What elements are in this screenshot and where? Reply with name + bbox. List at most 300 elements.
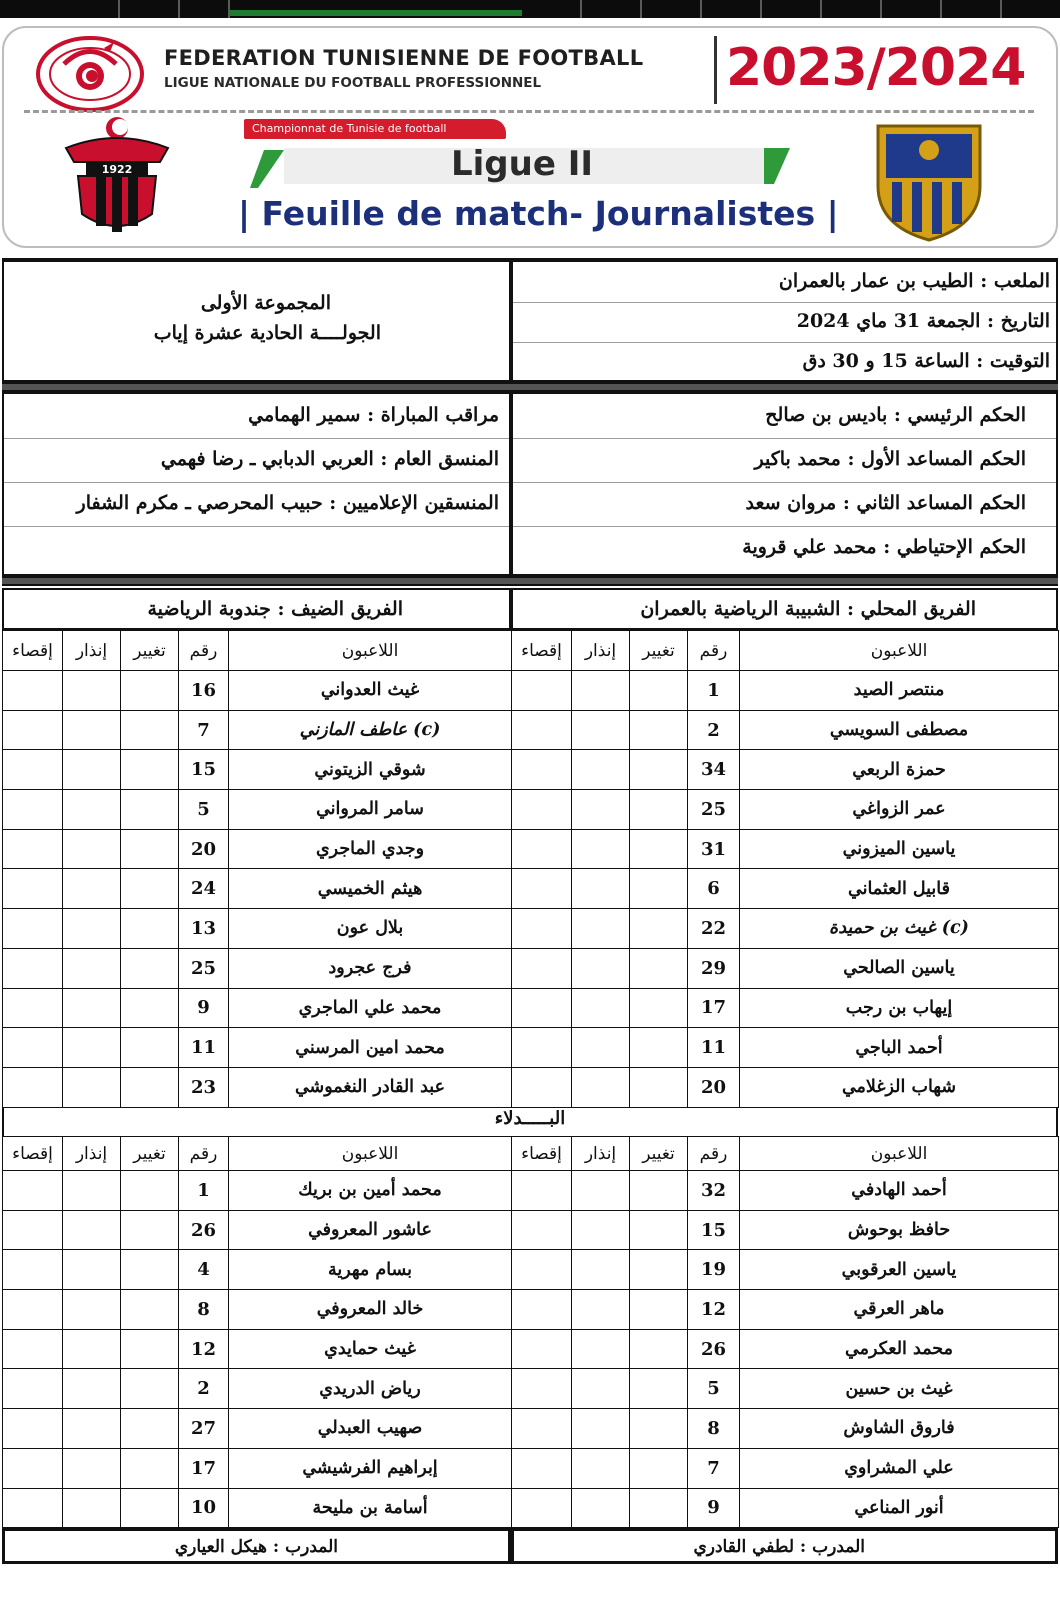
player-number: 6: [688, 869, 740, 909]
sub-cell: [121, 829, 179, 869]
expulsion-cell: [512, 1409, 572, 1449]
player-number: 8: [179, 1290, 229, 1330]
expulsion-cell: [3, 790, 63, 830]
warning-cell: [63, 1290, 121, 1330]
player-name: عاشور المعروفي: [229, 1210, 512, 1250]
player-name: محمد العكرمي: [740, 1329, 1059, 1369]
group-label: المجموعة الأولى: [200, 292, 331, 314]
warning-cell: [572, 1369, 630, 1409]
col-warning: إنذار: [572, 631, 630, 671]
table-row: [512, 1067, 1059, 1107]
expulsion-cell: [512, 829, 572, 869]
strip-segment: [180, 0, 230, 18]
player-name: ياسين العرقوبي: [740, 1250, 1059, 1290]
thick-separator: [2, 576, 1058, 586]
player-name: غيث بن حسين: [740, 1369, 1059, 1409]
table-row: [3, 671, 512, 711]
sub-cell: [121, 1067, 179, 1107]
player-number: 19: [688, 1250, 740, 1290]
sub-cell: [121, 790, 179, 830]
sub-cell: [121, 1028, 179, 1068]
player-name: رياض الدريدي: [229, 1369, 512, 1409]
time-label: التوقيت : الساعة 15 و 30 دق: [802, 350, 1050, 372]
col-players: اللاعبون: [740, 631, 1059, 671]
warning-cell: [572, 1448, 630, 1488]
col-players: اللاعبون: [229, 1137, 512, 1171]
sub-cell: [121, 909, 179, 949]
table-row: [3, 1250, 512, 1290]
player-number: 25: [688, 790, 740, 830]
player-number: 1: [688, 671, 740, 711]
col-sub: تغيير: [630, 1137, 688, 1171]
player-number: 1: [179, 1171, 229, 1211]
table-row: [512, 1488, 1059, 1528]
subs-title: البـــــدلاء: [494, 1108, 566, 1129]
strip-progress: [230, 10, 522, 16]
player-name: عبد القادر النغموشي: [229, 1067, 512, 1107]
player-name: أحمد الهادفي: [740, 1171, 1059, 1211]
top-strip: [0, 0, 1060, 18]
player-name: أحمد الباجي: [740, 1028, 1059, 1068]
warning-cell: [572, 1171, 630, 1211]
federation-subtitle: LIGUE NATIONALE DU FOOTBALL PROFESSIONNEL: [164, 75, 542, 91]
player-number: 34: [688, 750, 740, 790]
table-row: [3, 1067, 512, 1107]
strip-segment: [582, 0, 642, 18]
warning-cell: [63, 1409, 121, 1449]
sub-cell: [121, 750, 179, 790]
sub-cell: [630, 988, 688, 1028]
warning-cell: [63, 790, 121, 830]
expulsion-cell: [3, 1290, 63, 1330]
table-row: [3, 1290, 512, 1330]
player-name: أسامة بن مليحة: [229, 1488, 512, 1528]
supervisor-label: مراقب المباراة : سمير الهمامي: [248, 404, 499, 426]
col-players: اللاعبون: [740, 1137, 1059, 1171]
player-name: حافظ بوحوش: [740, 1210, 1059, 1250]
player-name: قابيل العثماني: [740, 869, 1059, 909]
league-title: Ligue II: [450, 144, 594, 184]
player-name: محمد امين المرسني: [229, 1028, 512, 1068]
officials-right-box: [511, 392, 1058, 576]
player-name: سامر المرواني: [229, 790, 512, 830]
expulsion-cell: [512, 1250, 572, 1290]
player-number: 26: [179, 1210, 229, 1250]
player-number: 9: [688, 1488, 740, 1528]
table-row: [3, 869, 512, 909]
warning-cell: [63, 1329, 121, 1369]
expulsion-cell: [3, 1250, 63, 1290]
col-expulsion: إقصاء: [3, 631, 63, 671]
table-row: [3, 710, 512, 750]
expulsion-cell: [3, 1171, 63, 1211]
player-number: 8: [688, 1409, 740, 1449]
away-coach-label: المدرب : هيكل العياري: [174, 1537, 338, 1557]
warning-cell: [572, 1028, 630, 1068]
player-name: خالد المعروفي: [229, 1290, 512, 1330]
media-coordinators-label: المنسقين الإعلاميين : حبيب المحرصي ـ مكرم الشفار: [76, 492, 499, 514]
strip-segment: [822, 0, 882, 18]
row-divider: [513, 526, 1056, 527]
col-warning: إنذار: [63, 631, 121, 671]
table-row: [3, 1488, 512, 1528]
player-name: علي المشراوي: [740, 1448, 1059, 1488]
strip-segment: [120, 0, 180, 18]
home-coach-box: [511, 1528, 1058, 1564]
table-row: [512, 1171, 1059, 1211]
row-divider: [513, 438, 1056, 439]
col-number: رقم: [179, 1137, 229, 1171]
strip-segment: [522, 0, 582, 18]
warning-cell: [572, 1329, 630, 1369]
federation-logo: [34, 34, 146, 114]
expulsion-cell: [3, 1028, 63, 1068]
expulsion-cell: [512, 988, 572, 1028]
sub-cell: [630, 750, 688, 790]
strip-segment: [60, 0, 120, 18]
table-row: [3, 948, 512, 988]
table-row: [512, 869, 1059, 909]
player-number: 20: [179, 829, 229, 869]
player-number: 27: [179, 1409, 229, 1449]
table-row: [3, 1028, 512, 1068]
player-number: 15: [179, 750, 229, 790]
player-number: 17: [688, 988, 740, 1028]
warning-cell: [63, 829, 121, 869]
player-number: 7: [688, 1448, 740, 1488]
sub-cell: [630, 1250, 688, 1290]
sub-cell: [630, 790, 688, 830]
sub-cell: [121, 1369, 179, 1409]
officials-left-box: [2, 392, 511, 576]
player-number: 2: [688, 710, 740, 750]
home-starters-table: [511, 630, 1059, 1108]
subs-title-bar: [2, 1108, 1058, 1136]
table-header-row: [3, 631, 512, 671]
player-name: بسام مهرية: [229, 1250, 512, 1290]
club-founding-year: 1922: [101, 163, 133, 176]
player-number: 22: [688, 909, 740, 949]
table-row: [512, 1448, 1059, 1488]
expulsion-cell: [512, 1448, 572, 1488]
sub-cell: [121, 1329, 179, 1369]
warning-cell: [572, 1290, 630, 1330]
player-number: 10: [179, 1488, 229, 1528]
player-name: غيث حمايدي: [229, 1329, 512, 1369]
sheet-title: | Feuille de match- Journalistes |: [238, 194, 839, 233]
col-number: رقم: [179, 631, 229, 671]
table-header-row: [3, 1137, 512, 1171]
home-subs-table: [511, 1136, 1059, 1528]
player-number: 5: [179, 790, 229, 830]
col-number: رقم: [688, 631, 740, 671]
player-name: شهاب الزغلامي: [740, 1067, 1059, 1107]
header-banner: [2, 26, 1058, 248]
strip-segment: [642, 0, 702, 18]
match-round-box: [2, 260, 511, 382]
sub-cell: [630, 1488, 688, 1528]
player-name: محمد علي الماجري: [229, 988, 512, 1028]
col-warning: إنذار: [63, 1137, 121, 1171]
table-row: [3, 988, 512, 1028]
player-name: شوقي الزيتوني: [229, 750, 512, 790]
expulsion-cell: [512, 869, 572, 909]
player-name: عمر الزواغي: [740, 790, 1059, 830]
player-number: 17: [179, 1448, 229, 1488]
table-row: [512, 909, 1059, 949]
player-number: 2: [179, 1369, 229, 1409]
expulsion-cell: [512, 1171, 572, 1211]
warning-cell: [572, 1488, 630, 1528]
strip-segment: [702, 0, 762, 18]
match-venue-box: [511, 260, 1058, 382]
table-row: [3, 1210, 512, 1250]
col-expulsion: إقصاء: [512, 1137, 572, 1171]
sub-cell: [630, 948, 688, 988]
warning-cell: [572, 1250, 630, 1290]
away-team-header: [2, 588, 511, 630]
player-number: 11: [688, 1028, 740, 1068]
table-row: [512, 671, 1059, 711]
table-row: [512, 1329, 1059, 1369]
expulsion-cell: [512, 1028, 572, 1068]
warning-cell: [572, 671, 630, 711]
sub-cell: [121, 1250, 179, 1290]
warning-cell: [572, 988, 630, 1028]
home-club-crest-omrane: [872, 116, 986, 242]
col-number: رقم: [688, 1137, 740, 1171]
expulsion-cell: [3, 1329, 63, 1369]
player-name: بلال عون: [229, 909, 512, 949]
sub-cell: [121, 710, 179, 750]
date-label: التاريخ : الجمعة 31 ماي 2024: [796, 310, 1050, 332]
championship-banner: Championnat de Tunisie de football: [244, 119, 506, 139]
sub-cell: [630, 909, 688, 949]
player-number: 7: [179, 710, 229, 750]
warning-cell: [572, 750, 630, 790]
expulsion-cell: [512, 1210, 572, 1250]
away-team-label: الفريق الضيف : جندوبة الرياضية: [147, 598, 403, 620]
table-row: [3, 1448, 512, 1488]
strip-segment: [882, 0, 942, 18]
player-number: 9: [179, 988, 229, 1028]
col-expulsion: إقصاء: [512, 631, 572, 671]
sub-cell: [121, 869, 179, 909]
warning-cell: [63, 1028, 121, 1068]
assistant1-label: الحكم المساعد الأول : محمد باكير: [754, 448, 1026, 470]
expulsion-cell: [3, 671, 63, 711]
warning-cell: [63, 1067, 121, 1107]
player-number: 20: [688, 1067, 740, 1107]
federation-title: FEDERATION TUNISIENNE DE FOOTBALL: [164, 46, 644, 70]
table-row: [512, 1028, 1059, 1068]
player-number: 12: [688, 1290, 740, 1330]
expulsion-cell: [3, 1210, 63, 1250]
player-name: صهيب العبدلي: [229, 1409, 512, 1449]
player-name: وجدي الماجري: [229, 829, 512, 869]
sub-cell: [121, 988, 179, 1028]
player-number: 11: [179, 1028, 229, 1068]
row-divider: [4, 526, 509, 527]
expulsion-cell: [512, 1369, 572, 1409]
col-sub: تغيير: [121, 1137, 179, 1171]
coordinator-label: المنسق العام : العربي الدبابي ـ رضا فهمي: [160, 448, 499, 470]
expulsion-cell: [3, 948, 63, 988]
table-row: [512, 1409, 1059, 1449]
warning-cell: [572, 829, 630, 869]
home-team-header: [511, 588, 1058, 630]
warning-cell: [63, 1250, 121, 1290]
table-row: [3, 829, 512, 869]
player-number: 25: [179, 948, 229, 988]
away-coach-box: [2, 1528, 511, 1564]
player-name: غيث بن حميدة (c): [740, 909, 1059, 949]
expulsion-cell: [512, 948, 572, 988]
warning-cell: [63, 1369, 121, 1409]
thick-separator: [2, 382, 1058, 392]
expulsion-cell: [3, 1409, 63, 1449]
strip-segment: [942, 0, 1002, 18]
player-name: حمزة الربعي: [740, 750, 1059, 790]
sub-cell: [630, 1067, 688, 1107]
table-row: [512, 948, 1059, 988]
warning-cell: [63, 948, 121, 988]
warning-cell: [572, 948, 630, 988]
round-label: الجولــــة الحادية عشرة إياب: [153, 322, 381, 344]
warning-cell: [63, 1488, 121, 1528]
league-box: [244, 144, 800, 190]
player-name: ماهر العرقي: [740, 1290, 1059, 1330]
warning-cell: [63, 1210, 121, 1250]
table-row: [512, 750, 1059, 790]
table-row: [512, 1250, 1059, 1290]
table-row: [512, 710, 1059, 750]
expulsion-cell: [3, 1067, 63, 1107]
sub-cell: [121, 1290, 179, 1330]
row-divider: [513, 482, 1056, 483]
home-coach-label: المدرب : لطفي القادري: [693, 1537, 865, 1557]
player-number: 23: [179, 1067, 229, 1107]
expulsion-cell: [3, 1369, 63, 1409]
col-players: اللاعبون: [229, 631, 512, 671]
row-divider: [4, 438, 509, 439]
reserve-referee-label: الحكم الإحتياطي : محمد علي قروية: [742, 536, 1026, 558]
warning-cell: [572, 909, 630, 949]
col-expulsion: إقصاء: [3, 1137, 63, 1171]
sub-cell: [121, 1210, 179, 1250]
warning-cell: [63, 710, 121, 750]
player-name: محمد أمين بن بريك: [229, 1171, 512, 1211]
warning-cell: [63, 1448, 121, 1488]
away-starters-table: [2, 630, 512, 1108]
table-row: [512, 988, 1059, 1028]
home-away-club-crest-jendouba: [56, 114, 178, 240]
sub-cell: [630, 869, 688, 909]
row-divider: [513, 302, 1056, 303]
sub-cell: [630, 829, 688, 869]
player-name: فرج عجرود: [229, 948, 512, 988]
player-number: 4: [179, 1250, 229, 1290]
expulsion-cell: [512, 1290, 572, 1330]
player-name: غيث العدواني: [229, 671, 512, 711]
sub-cell: [630, 1369, 688, 1409]
player-name: هيثم الخميسي: [229, 869, 512, 909]
player-name: مصطفى السويسي: [740, 710, 1059, 750]
col-sub: تغيير: [630, 631, 688, 671]
expulsion-cell: [512, 1329, 572, 1369]
dashed-divider: [24, 110, 1034, 113]
expulsion-cell: [3, 1448, 63, 1488]
warning-cell: [63, 750, 121, 790]
expulsion-cell: [3, 988, 63, 1028]
warning-cell: [572, 790, 630, 830]
away-subs-table: [2, 1136, 512, 1528]
referee-label: الحكم الرئيسي : باديس بن صالح: [765, 404, 1026, 426]
sub-cell: [630, 1210, 688, 1250]
col-sub: تغيير: [121, 631, 179, 671]
table-row: [3, 1171, 512, 1211]
player-number: 16: [179, 671, 229, 711]
col-warning: إنذار: [572, 1137, 630, 1171]
warning-cell: [572, 1210, 630, 1250]
expulsion-cell: [512, 671, 572, 711]
player-number: 13: [179, 909, 229, 949]
sub-cell: [121, 671, 179, 711]
sub-cell: [630, 1028, 688, 1068]
table-row: [512, 829, 1059, 869]
divider: [714, 36, 717, 104]
sub-cell: [630, 1171, 688, 1211]
expulsion-cell: [512, 1067, 572, 1107]
sub-cell: [121, 1171, 179, 1211]
warning-cell: [63, 988, 121, 1028]
sub-cell: [630, 1448, 688, 1488]
table-row: [512, 1290, 1059, 1330]
player-number: 12: [179, 1329, 229, 1369]
assistant2-label: الحكم المساعد الثاني : مروان سعد: [745, 492, 1026, 514]
sub-cell: [121, 948, 179, 988]
sub-cell: [121, 1448, 179, 1488]
table-row: [3, 750, 512, 790]
sub-cell: [630, 671, 688, 711]
player-number: 24: [179, 869, 229, 909]
player-number: 15: [688, 1210, 740, 1250]
expulsion-cell: [3, 1488, 63, 1528]
table-row: [3, 909, 512, 949]
home-team-label: الفريق المحلي : الشبيبة الرياضية بالعمران: [640, 598, 976, 620]
player-name: ياسين الصالحي: [740, 948, 1059, 988]
warning-cell: [572, 1409, 630, 1449]
table-row: [3, 1329, 512, 1369]
warning-cell: [63, 869, 121, 909]
table-row: [512, 1369, 1059, 1409]
stadium-label: الملعب : الطيب بن عمار بالعمران: [778, 270, 1050, 292]
expulsion-cell: [512, 790, 572, 830]
warning-cell: [63, 909, 121, 949]
expulsion-cell: [512, 909, 572, 949]
season-label: 2023/2024: [726, 38, 1026, 98]
player-name: عاطف المازني (c): [229, 710, 512, 750]
player-name: ياسين الميزوني: [740, 829, 1059, 869]
warning-cell: [572, 869, 630, 909]
player-name: فاروق الشاوش: [740, 1409, 1059, 1449]
table-row: [512, 790, 1059, 830]
table-header-row: [512, 631, 1059, 671]
row-divider: [513, 342, 1056, 343]
warning-cell: [572, 1067, 630, 1107]
sub-cell: [121, 1409, 179, 1449]
player-number: 31: [688, 829, 740, 869]
